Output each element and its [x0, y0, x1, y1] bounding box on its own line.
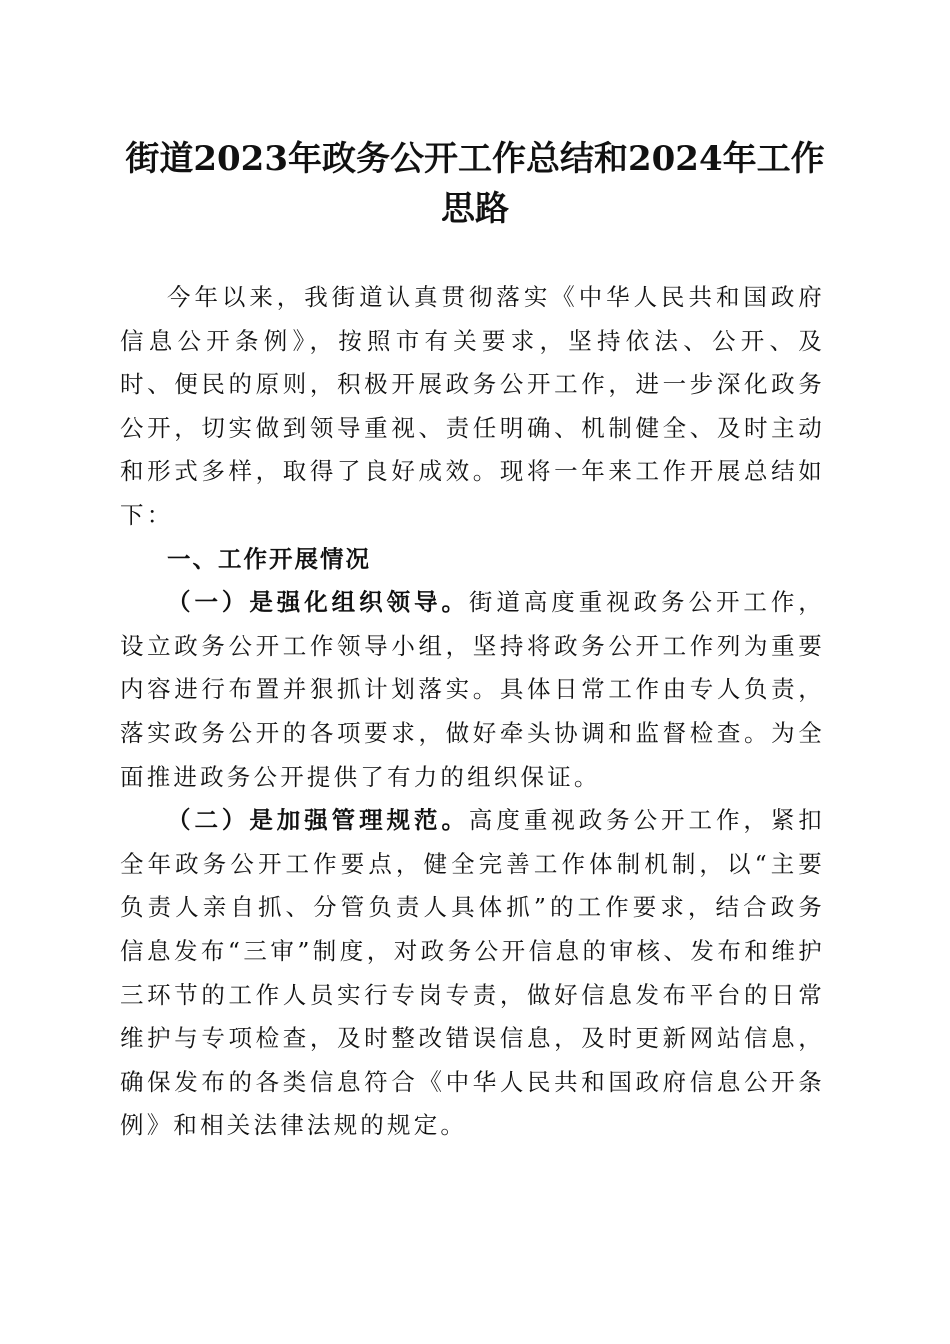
item-paragraph-2 — [120, 799, 825, 1148]
intro-paragraph: 今年以来，我街道认真贯彻落实《中华人民共和国政府信息公开条例》，按照市有关要求，坚持依法、公开、及时、便民的原则，积极开展政务公开工作，进一步深化政务公开，切实做到领导重视、责任明确、机制健全、及时主动和形式多样，取得了良好成效。现将一年来工作开展总结如下： — [120, 283, 825, 529]
item-lead-1: （一）是强化组织领导。 — [167, 588, 469, 617]
section-heading: 一、工作开展情况 — [167, 544, 371, 573]
item-lead-2: （二）是加强管理规范。 — [167, 806, 469, 835]
document-title: 街道2023年政务公开工作总结和2024年工作思路 — [125, 139, 825, 229]
document-body — [120, 276, 825, 1148]
item-paragraph-1 — [120, 581, 825, 799]
item-text-1: 街道高度重视政务公开工作，设立政务公开工作领导小组，坚持将政务公开工作列为重要内容进行布置并狠抓计划落实。具体日常工作由专人负责，落实政务公开的各项要求，做好牵头协调和监督检查。为全面推进政务公开提供了有力的组织保证。 — [120, 588, 825, 791]
item-text-2: 高度重视政务公开工作，紧扣全年政务公开工作要点，健全完善工作体制机制，以“主要负责人亲自抓、分管负责人具体抓”的工作要求，结合政务信息发布“三审”制度，对政务公开信息的审核、发布和维护三环节的工作人员实行专岗专责，做好信息发布平台的日常维护与专项检查，及时整改错误信息，及时更新网站信息，确保发布的各类信息符合《中华人民共和国政府信息公开条例》和相关法律法规的规定。 — [120, 806, 825, 1140]
